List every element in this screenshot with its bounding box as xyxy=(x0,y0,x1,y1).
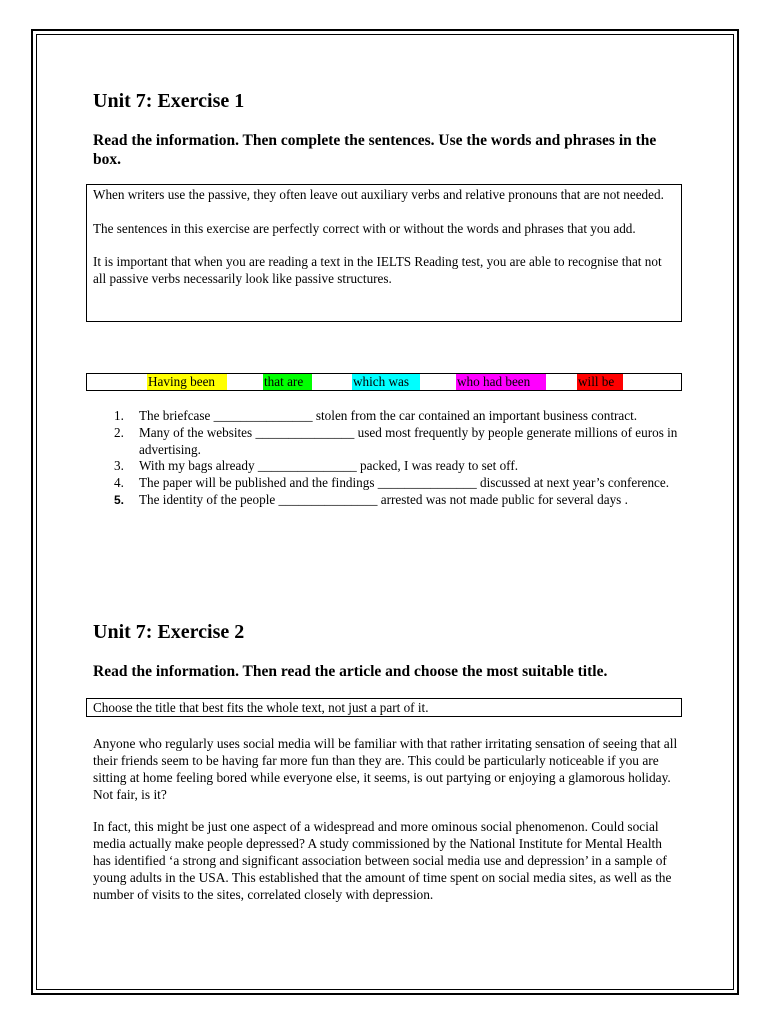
exercise2-heading: Unit 7: Exercise 2 xyxy=(93,621,245,643)
word-that-are: that are xyxy=(263,374,312,390)
exercise2-info-box: Choose the title that best fits the whole text, not just a part of it. xyxy=(86,698,682,717)
exercise1-sentences xyxy=(100,408,680,509)
exercise1-info-box xyxy=(86,184,682,322)
item-text: The briefcase _______________ stolen from the car contained an important business contract. xyxy=(139,408,638,423)
list-item xyxy=(100,458,680,475)
word-which-was: which was xyxy=(352,374,420,390)
list-item xyxy=(100,408,680,425)
list-item xyxy=(100,492,680,509)
item-number: 5. xyxy=(114,492,125,507)
item-text: With my bags already _______________ packed, I was ready to set off. xyxy=(139,458,519,474)
exercise1-heading: Unit 7: Exercise 1 xyxy=(93,90,245,112)
word-box xyxy=(86,373,682,391)
item-text: The paper will be published and the findings _______________ discussed at next year’s conference. xyxy=(139,475,670,491)
word-will-be: will be xyxy=(577,374,623,390)
info-paragraph: When writers use the passive, they often leave out auxiliary verbs and relative pronouns that are not needed. xyxy=(93,187,664,202)
list-item xyxy=(100,425,680,459)
item-number: 1. xyxy=(114,408,124,423)
item-text: The identity of the people _______________ arrested was not made public for several days . xyxy=(139,491,628,507)
list-item xyxy=(100,475,680,492)
item-number: 4. xyxy=(114,475,124,491)
exercise2-instructions: Read the information. Then read the article and choose the most suitable title. xyxy=(93,663,608,680)
word-who-had-been: who had been xyxy=(456,374,546,390)
info-paragraph: The sentences in this exercise are perfectly correct with or without the words and phrases that you add. xyxy=(93,220,636,236)
article-paragraph: In fact, this might be just one aspect of a widespread and more ominous social phenomenon. Could social media actually make people depressed? A study commissioned by the National Institute for Mental Health has identified ‘a strong and significant association between social media use and depression’ in a sample of young adults in the USA. This established that the amount of time spent on social media sites, as well as the number of visits to the sites, correlated closely with depression. xyxy=(93,819,672,902)
item-number: 2. xyxy=(114,424,124,440)
item-text: Many of the websites _______________ used most frequently by people generate millions of euros in advertising. xyxy=(139,424,678,457)
info-paragraph: It is important that when you are reading a text in the IELTS Reading test, you are able to recognise that not all passive verbs necessarily look like passive structures. xyxy=(93,254,662,286)
item-number: 3. xyxy=(114,458,124,474)
article-paragraph: Anyone who regularly uses social media will be familiar with that rather irritating sensation of seeing that all their friends seem to be having far more fun than they are. This could be particularly noticeable if you are sitting at home feeling bored while everyone else, it seems, is out partying or enjoying a glamorous holiday. Not fair, is it? xyxy=(93,736,678,802)
word-having-been: Having been xyxy=(147,374,227,390)
exercise1-instructions: Read the information. Then complete the sentences. Use the words and phrases in the box. xyxy=(93,132,657,168)
